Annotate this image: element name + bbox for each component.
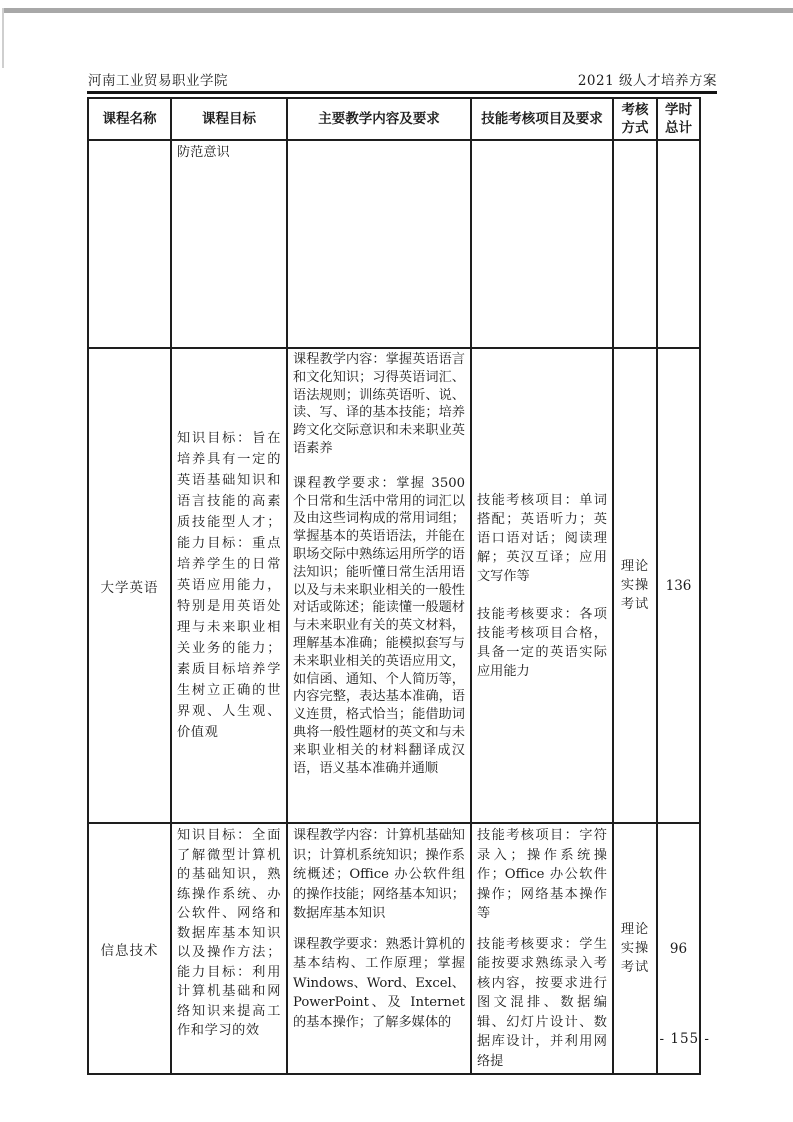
scan-edge-artifact-left	[2, 8, 4, 68]
col-header-skill-assessment: 技能考核项目及要求	[471, 98, 613, 140]
table-row-college-english	[88, 348, 700, 823]
total-hours-cell: 136	[657, 348, 700, 823]
course-objectives-cell: 知识目标：旨在培养具有一定的英语基础知识和语言技能的高素质技能型人才；能力目标：重点培养学生的日常英语应用能力，特别是用英语处理与未来职业相关业务的能力；素质目标培养学生树立正确的世界观、人生观、价值观	[171, 348, 287, 823]
page-header-plan-title: 2021 级人才培养方案	[577, 73, 717, 89]
table-row-continuation	[88, 140, 700, 348]
teaching-content-cell	[287, 140, 471, 348]
course-name-cell	[88, 140, 171, 348]
assessment-method-cell	[613, 140, 657, 348]
assessment-items-paragraph: 技能考核项目：单词搭配；英语听力；英语口语对话；阅读理解；英汉互译；应用文写作等	[477, 492, 607, 584]
teaching-content-cell	[287, 348, 471, 823]
assessment-items-paragraph: 技能考核项目：字符录入；操作系统操作；Office 办公软件操作；网络基本操作等	[477, 828, 607, 921]
col-header-total-hours: 学时总计	[657, 98, 700, 140]
col-header-assessment-method: 考核方式	[613, 98, 657, 140]
course-name-cell: 信息技术	[88, 823, 171, 1074]
total-hours-cell: 96	[657, 823, 700, 1074]
assessment-method-cell: 理论实操考试	[613, 348, 657, 823]
total-hours-cell	[657, 140, 700, 348]
col-header-course-objectives: 课程目标	[171, 98, 287, 140]
page-header-institution: 河南工业贸易职业学院	[88, 73, 228, 89]
teaching-requirements-paragraph: 课程教学要求：掌握 3500 个日常和生活中常用的词汇以及由这些词构成的常用词组；掌握基本的英语语法，并能在职场交际中熟练运用所学的语法知识；能听懂日常生活用语以及与未来职业相关的一般性对话或陈述；能读懂一般题材与未来职业有关的英文材料，理解基本准确；能模拟套写与未来职业相关的英语应用文，如信函、通知、个人简历等，内容完整，表达基本准确，语义连贯，格式恰当；能借助词典将一般性题材的英文和与未来职业相关的材料翻译成汉语，语义基本准确并通顺	[293, 475, 465, 776]
col-header-course-name: 课程名称	[88, 98, 171, 140]
course-objectives-cell: 防范意识	[171, 140, 287, 348]
course-name-cell: 大学英语	[88, 348, 171, 823]
teaching-content-paragraph: 课程教学内容：掌握英语语言和文化知识；习得英语词汇、语法规则；训练英语听、说、读、写、译的基本技能；培养跨文化交际意识和未来职业英语素养	[293, 352, 465, 456]
page-number: - 155 -	[659, 1031, 710, 1047]
assessment-requirements-paragraph: 技能考核要求：各项技能考核项目合格，具备一定的英语实际应用能力	[477, 606, 607, 679]
course-objectives-cell: 知识目标：全面了解微型计算机的基础知识，熟练操作系统、办公软件、网络和数据库基本知识以及操作方法；能力目标：利用计算机基础和网络知识来提高工作和学习的效	[171, 823, 287, 1074]
header-rule	[87, 91, 717, 94]
scan-edge-artifact-top	[3, 8, 793, 13]
table-header-row	[88, 98, 700, 140]
teaching-content-paragraph: 课程教学内容：计算机基础知识；计算机系统知识；操作系统概述；Office 办公软件组的操作技能；网络基本知识；数据库基本知识	[293, 828, 465, 921]
assessment-requirements-paragraph: 技能考核要求：学生能按要求熟练录入考核内容，按要求进行图文混排、数据编辑、幻灯片设计、数据库设计，并利用网络提	[477, 936, 607, 1069]
col-header-teaching-content: 主要教学内容及要求	[287, 98, 471, 140]
skill-assessment-cell	[471, 140, 613, 348]
teaching-requirements-paragraph: 课程教学要求：熟悉计算机的基本结构、工作原理；掌握 Windows、Word、Excel、PowerPoint、及 Internet 的基本操作；了解多媒体的	[293, 936, 465, 1030]
curriculum-table	[87, 97, 701, 1075]
assessment-method-cell: 理论实操考试	[613, 823, 657, 1074]
skill-assessment-cell	[471, 348, 613, 823]
